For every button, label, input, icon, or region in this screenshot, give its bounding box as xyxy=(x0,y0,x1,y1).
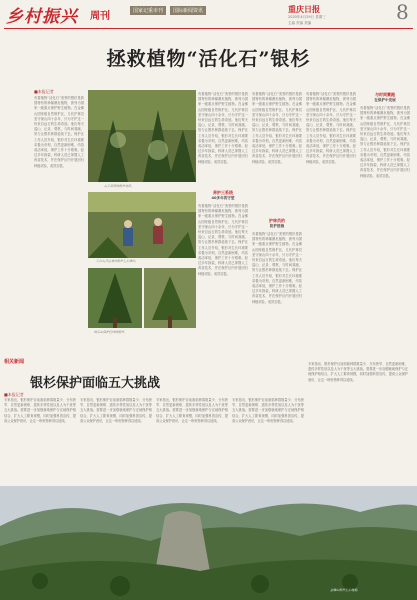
masthead-tabs xyxy=(130,6,206,15)
article-column: 有着植物“活化石”美誉的银杉是我国特有的珍稀濒危植物，被列为国家一级重点保护野生植物。在金佛山国家级自然保护区，几代护林员坚守深山四十余年，只为守护这一份来自远古的生命奇迹。他们每天巡山、记录、观察，与时间赛跑，努力让银杉种群延续下去。保护区工作人员介绍，银杉对生长环境要求极为苛刻，自然更新困难，幼苗成活率低，保护工作十分艰难。经过多年探索，科研人员已掌握人工育苗技术，并在保护区内开展回归种植试验，成效初显。 xyxy=(34,96,84,168)
article-column: 专家指出，银杉保护目前面临种群数量少、分布狭窄、自然更新困难、遗传多样性低以及人为干扰等五大挑战。需要进一步加强就地保护与迁地保护相结合，扩大人工繁育规模，同时加强科普宣传，提高公众保护意识，让这一珍贵物种得以延续。 xyxy=(308,362,408,382)
subhead: 护林员的 xyxy=(269,218,285,223)
masthead-rule xyxy=(4,28,413,29)
article-column: 有着植物“活化石”美誉的银杉是我国特有的珍稀濒危植物，被列为国家一级重点保护野生植物。在金佛山国家级自然保护区，几代护林员坚守深山四十余年，只为守护这一份来自远古的生命奇迹。他们每天巡山、记录、观察，与时间赛跑，努力让银杉种群延续下去。保护区工作人员介绍，银杉对生长环境要求极为苛刻，自然更新困难，幼苗成活率低，保护工作十分艰难。经过多年探索，科研人员已掌握人工育苗技术，并在保护区内开展回归种植试验，成效初显。 xyxy=(252,92,302,164)
article-column: 有着植物“活化石”美誉的银杉是我国特有的珍稀濒危植物，被列为国家一级重点保护野生植物。在金佛山国家级自然保护区，几代护林员坚守深山四十余年，只为守护这一份来自远古的生命奇迹。他们每天巡山、记录、观察，与时间赛跑，努力让银杉种群延续下去。保护区工作人员介绍，银杉对生长环境要求极为苛刻，自然更新困难，幼苗成活率低，保护工作十分艰难。经过多年探索，科研人员已掌握人工育苗技术，并在保护区内开展回归种植试验，成效初显。 xyxy=(198,204,248,276)
article-column: 专家指出，银杉保护目前面临种群数量少、分布狭窄、自然更新困难、遗传多样性低以及人为干扰等五大挑战。需要进一步加强就地保护与迁地保护相结合，扩大人工繁育规模，同时加强科普宣传，提高公众保护意识，让这一珍贵物种得以延续。 xyxy=(156,398,228,423)
photo-tree-right xyxy=(144,268,196,328)
newspaper-brand: 重庆日报 xyxy=(288,4,320,14)
subhead: 养护三系统 xyxy=(213,190,233,195)
article-column: 专家指出，银杉保护目前面临种群数量少、分布狭窄、自然更新困难、遗传多样性低以及人为干扰等五大挑战。需要进一步加强就地保护与迁地保护相结合，扩大人工繁育规模，同时加强科普宣传，提高公众保护意识，让这一珍贵物种得以延续。 xyxy=(232,398,304,423)
subhead-secondary: 防护措施 xyxy=(269,224,285,228)
subhead: 与时间赛跑 xyxy=(375,92,395,97)
masthead-tab: 国家记重市刊 xyxy=(130,6,166,15)
masthead-tab: 国际新闻资讯 xyxy=(170,6,206,15)
photo-workers xyxy=(88,192,196,258)
article-column: 有着植物“活化石”美誉的银杉是我国特有的珍稀濒危植物，被列为国家一级重点保护野生植物。在金佛山国家级自然保护区，几代护林员坚守深山四十余年，只为守护这一份来自远古的生命奇迹。他们每天巡山、记录、观察，与时间赛跑，努力让银杉种群延续下去。保护区工作人员介绍，银杉对生长环境要求极为苛刻，自然更新困难，幼苗成活率低，保护工作十分艰难。经过多年探索，科研人员已掌握人工育苗技术，并在保护区内开展回归种植试验，成效初显。 xyxy=(198,92,248,164)
secondary-headline: 银杉保护面临五大挑战 xyxy=(30,376,161,391)
photo-caption: 缙云山保护区内的银杉。 xyxy=(94,330,128,334)
byline: ■本报记者 xyxy=(34,89,54,94)
photo-caption: 工作人员在观察银杉生长情况。 xyxy=(96,259,139,263)
photo-caption: 金佛山银杉生长地貌。 xyxy=(330,588,361,592)
photo-forest-top xyxy=(88,90,196,182)
article-column: 有着植物“活化石”美誉的银杉是我国特有的珍稀濒危植物，被列为国家一级重点保护野生植物。在金佛山国家级自然保护区，几代护林员坚守深山四十余年，只为守护这一份来自远古的生命奇迹。他们每天巡山、记录、观察，与时间赛跑，努力让银杉种群延续下去。保护区工作人员介绍，银杉对生长环境要求极为苛刻，自然更新困难，幼苗成活率低，保护工作十分艰难。经过多年探索，科研人员已掌握人工育苗技术，并在保护区内开展回归种植试验，成效初显。 xyxy=(252,232,302,304)
photo-tree-left xyxy=(88,268,142,328)
photo-landscape xyxy=(0,486,417,600)
subhead-secondary: 在保护中发展 xyxy=(374,98,396,102)
credits: 主编 责编 美编 xyxy=(288,21,312,25)
page-number: 8 xyxy=(396,0,409,24)
related-news-tag: 相关新闻 xyxy=(4,359,25,365)
main-headline: 拯救植物“活化石”银杉 xyxy=(106,48,311,70)
subhead-secondary: 40多年的守望 xyxy=(211,196,235,200)
masthead-weekly: 周刊 xyxy=(90,11,110,22)
byline: ■本报记者 xyxy=(4,392,24,397)
dateline: 2020年4月29日 星期三 xyxy=(288,15,326,19)
masthead-title: 乡村振兴 xyxy=(6,7,78,27)
article-column: 有着植物“活化石”美誉的银杉是我国特有的珍稀濒危植物，被列为国家一级重点保护野生植物。在金佛山国家级自然保护区，几代护林员坚守深山四十余年，只为守护这一份来自远古的生命奇迹。他们每天巡山、记录、观察，与时间赛跑，努力让银杉种群延续下去。保护区工作人员介绍，银杉对生长环境要求极为苛刻，自然更新困难，幼苗成活率低，保护工作十分艰难。经过多年探索，科研人员已掌握人工育苗技术，并在保护区内开展回归种植试验，成效初显。 xyxy=(306,92,356,164)
article-column: 有着植物“活化石”美誉的银杉是我国特有的珍稀濒危植物，被列为国家一级重点保护野生植物。在金佛山国家级自然保护区，几代护林员坚守深山四十余年，只为守护这一份来自远古的生命奇迹。他们每天巡山、记录、观察，与时间赛跑，努力让银杉种群延续下去。保护区工作人员介绍，银杉对生长环境要求极为苛刻，自然更新困难，幼苗成活率低，保护工作十分艰难。经过多年探索，科研人员已掌握人工育苗技术，并在保护区内开展回归种植试验，成效初显。 xyxy=(360,106,410,178)
article-column: 专家指出，银杉保护目前面临种群数量少、分布狭窄、自然更新困难、遗传多样性低以及人为干扰等五大挑战。需要进一步加强就地保护与迁地保护相结合，扩大人工繁育规模，同时加强科普宣传，提高公众保护意识，让这一珍贵物种得以延续。 xyxy=(80,398,152,423)
article-column: 专家指出，银杉保护目前面临种群数量少、分布狭窄、自然更新困难、遗传多样性低以及人为干扰等五大挑战。需要进一步加强就地保护与迁地保护相结合，扩大人工繁育规模，同时加强科普宣传，提高公众保护意识，让这一珍贵物种得以延续。 xyxy=(4,398,76,423)
photo-caption: 人工培育的银杉幼苗。 xyxy=(104,184,135,188)
